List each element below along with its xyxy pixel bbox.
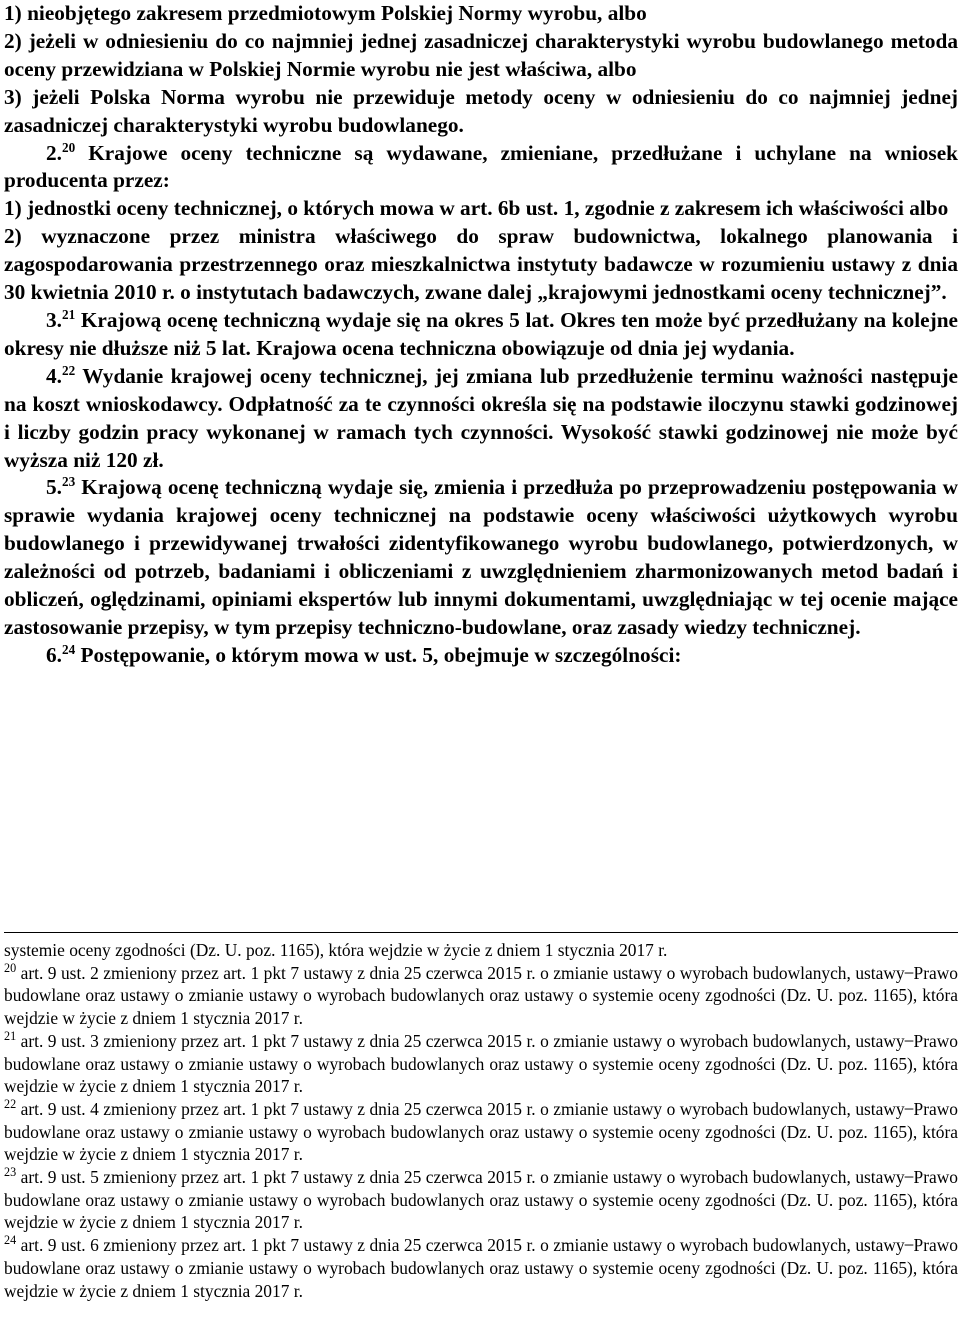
section-6-text: Postępowanie, o którym mowa w ust. 5, obejmuje w szczególności: xyxy=(75,642,682,667)
list-item-2 xyxy=(4,28,958,84)
section-4 xyxy=(4,363,958,475)
footnote-ref-22[interactable]: 22 xyxy=(61,362,76,378)
footnote-ref-20[interactable]: 20 xyxy=(61,139,76,155)
footnote-23-text: art. 9 ust. 5 zmieniony przez art. 1 pkt 7 ustawy z dnia 25 czerwca 2015 r. o zmianie ustawy o wyrobach budowlanych, ustawy ̶ Prawo budowlane oraz ustawy o zmianie ustawy o wyrobach budowlanych oraz ustawy o systemie oceny zgodności (Dz. U. poz. 1165), która wejdzie w życie z dniem 1 stycznia 2017 r. xyxy=(4,1167,958,1233)
section-2-point-2-text: 2) wyznaczone przez ministra właściwego do spraw budownictwa, lokalnego planowania i zagospodarowania przestrzennego oraz mieszkalnictwa instytuty badawcze w rozumieniu ustawy z dnia 30 kwietnia 2010 r. o instytutach badawczych, zwane dalej „krajowymi jednostkami oceny technicznej”. xyxy=(4,224,958,305)
section-3-text: Krajową ocenę techniczną wydaje się na okres 5 lat. Okres ten może być przedłużany na kolejne okresy nie dłuższe niż 5 lat. Krajowa ocena techniczna obowiązuje od dnia jej wydania. xyxy=(4,307,958,360)
list-item-1 xyxy=(4,0,958,28)
list-item-2-text: 2) jeżeli w odniesieniu do co najmniej jednej zasadniczej charakterystyki wyrobu budowlanego metoda oceny przewidziana w Polskiej Normie wyrobu nie jest właściwa, albo xyxy=(4,28,958,81)
section-4-number: 4. xyxy=(46,363,62,388)
section-6-number: 6. xyxy=(46,642,62,667)
section-3-number: 3. xyxy=(46,307,62,332)
list-item-3-text: 3) jeżeli Polska Norma wyrobu nie przewiduje metody oceny w odniesieniu do co najmniej jednej zasadniczej charakterystyki wyrobu budowlanego. xyxy=(4,84,958,137)
section-5-number: 5. xyxy=(46,475,62,500)
footnote-23-number: 23 xyxy=(4,1165,17,1180)
main-text xyxy=(4,0,958,670)
footnote-23 xyxy=(4,1166,958,1234)
footnote-20 xyxy=(4,962,958,1030)
section-2-number: 2. xyxy=(46,140,62,165)
footnote-21-number: 21 xyxy=(4,1029,17,1044)
footnote-ref-23[interactable]: 23 xyxy=(61,474,76,490)
section-2-text: Krajowe oceny techniczne są wydawane, zmieniane, przedłużane i uchylane na wniosek producenta przez: xyxy=(4,140,958,193)
footnotes xyxy=(4,939,958,1302)
list-item-3 xyxy=(4,84,958,140)
footnote-22 xyxy=(4,1098,958,1166)
section-5 xyxy=(4,474,958,641)
footnote-20-text: art. 9 ust. 2 zmieniony przez art. 1 pkt 7 ustawy z dnia 25 czerwca 2015 r. o zmianie ustawy o wyrobach budowlanych, ustawy ̶ Prawo budowlane oraz ustawy o zmianie ustawy o wyrobach budowlanych oraz ustawy o systemie oceny zgodności (Dz. U. poz. 1165), która wejdzie w życie z dniem 1 stycznia 2017 r. xyxy=(4,962,958,1029)
footnote-22-text: art. 9 ust. 4 zmieniony przez art. 1 pkt 7 ustawy z dnia 25 czerwca 2015 r. o zmianie ustawy o wyrobach budowlanych, ustawy ̶ Prawo budowlane oraz ustawy o zmianie ustawy o wyrobach budowlanych oraz ustawy o systemie oceny zgodności (Dz. U. poz. 1165), która wejdzie w życie z dniem 1 stycznia 2017 r. xyxy=(4,1098,958,1165)
section-2-point-2 xyxy=(4,223,958,307)
section-5-text: Krajową ocenę techniczną wydaje się, zmienia i przedłuża po przeprowadzeniu postępowania w sprawie wydania krajowej oceny technicznej na podstawie oceny właściwości użytkowych wyrobu budowlanego i przewidywanej trwałości zidentyfikowanego wyrobu budowlanego, potwierdzonych, w zależności od potrzeb, badaniami i obliczeniami z uwzględnieniem zharmonizowanych metod badań i obliczeń, oględzinami, opiniami ekspertów lub innymi dokumentami, uwzględniając w tej ocenie mające zastosowanie przepisy, w tym przepisy techniczno-budowlane, oraz zasady wiedzy technicznej. xyxy=(4,475,958,639)
section-3 xyxy=(4,307,958,363)
footnote-24-number: 24 xyxy=(4,1233,17,1248)
footnote-continuation xyxy=(4,939,958,962)
footnote-22-number: 22 xyxy=(4,1097,17,1112)
footnote-ref-21[interactable]: 21 xyxy=(61,306,76,322)
footnote-20-number: 20 xyxy=(4,960,17,975)
footnote-24-text: art. 9 ust. 6 zmieniony przez art. 1 pkt 7 ustawy z dnia 25 czerwca 2015 r. o zmianie ustawy o wyrobach budowlanych, ustawy ̶ Prawo budowlane oraz ustawy o zmianie ustawy o wyrobach budowlanych oraz ustawy o systemie oceny zgodności (Dz. U. poz. 1165), która wejdzie w życie z dniem 1 stycznia 2017 r. xyxy=(4,1235,958,1301)
footnote-21-text: art. 9 ust. 3 zmieniony przez art. 1 pkt 7 ustawy z dnia 25 czerwca 2015 r. o zmianie ustawy o wyrobach budowlanych, ustawy ̶ Prawo budowlane oraz ustawy o zmianie ustawy o wyrobach budowlanych oraz ustawy o systemie oceny zgodności (Dz. U. poz. 1165), która wejdzie w życie z dniem 1 stycznia 2017 r. xyxy=(4,1030,958,1097)
footnote-24 xyxy=(4,1234,958,1302)
section-6 xyxy=(4,642,958,670)
footnote-continuation-text: systemie oceny zgodności (Dz. U. poz. 1165), która wejdzie w życie z dniem 1 stycznia 2017 r. xyxy=(4,940,668,960)
list-item-1-text: 1) nieobjętego zakresem przedmiotowym Polskiej Normy wyrobu, albo xyxy=(4,1,647,25)
footnote-separator xyxy=(4,932,958,933)
section-2 xyxy=(4,140,958,196)
section-2-point-1 xyxy=(4,195,958,223)
section-4-text: Wydanie krajowej oceny technicznej, jej zmiana lub przedłużenie terminu ważności następuje na koszt wnioskodawcy. Odpłatność za te czynności określa się na podstawie iloczynu stawki godzinowej i liczby godzin pracy wykonanej w ramach tych czynności. Wysokość stawki godzinowej nie może być wyższa niż 120 zł. xyxy=(4,363,958,472)
section-2-point-1-text: 1) jednostki oceny technicznej, o których mowa w art. 6b ust. 1, zgodnie z zakresem ich właściwości albo xyxy=(4,196,949,221)
footnote-ref-24[interactable]: 24 xyxy=(61,641,76,657)
footnote-21 xyxy=(4,1030,958,1098)
